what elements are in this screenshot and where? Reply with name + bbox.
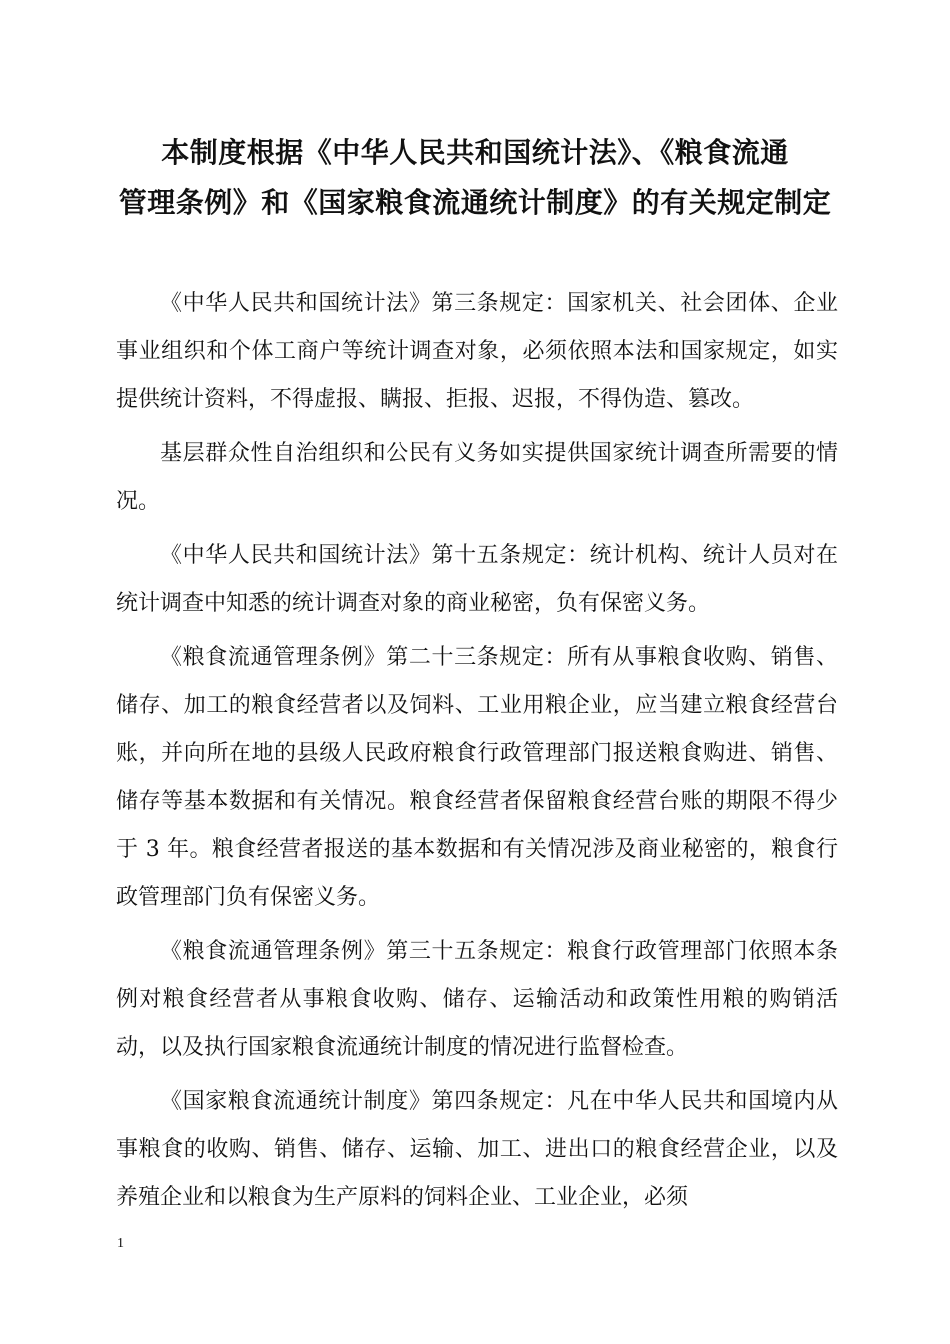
document-body — [116, 280, 838, 1228]
paragraph-statistics-law-art15: 《中华人民共和国统计法》第十五条规定：统计机构、统计人员对在统计调查中知悉的统计调查对象的商业秘密，负有保密义务。 — [116, 543, 838, 616]
page-number: 1 — [117, 1236, 124, 1251]
paragraph-citizens-obligation: 基层群众性自治组织和公民有义务如实提供国家统计调查所需要的情况。 — [116, 441, 838, 514]
paragraph-grain-regulation-art23: 《粮食流通管理条例》第二十三条规定：所有从事粮食收购、销售、储存、加工的粮食经营者以及饲料、工业用粮企业，应当建立粮食经营台账，并向所在地的县级人民政府粮食行政管理部门报送粮食购进、销售、储存等基本数据和有关情况。粮食经营者保留粮食经营台账的期限不得少于 3 年。粮食经营者报送的基本数据和有关情况涉及商业秘密的，粮食行政管理部门负有保密义务。 — [116, 645, 838, 910]
title-line-1: 本制度根据《中华人民共和国统计法》、《粮食流通 — [161, 136, 789, 169]
paragraph-grain-regulation-art35: 《粮食流通管理条例》第三十五条规定：粮食行政管理部门依照本条例对粮食经营者从事粮食收购、储存、运输活动和政策性用粮的购销活动，以及执行国家粮食流通统计制度的情况进行监督检查。 — [116, 939, 838, 1060]
document-title — [100, 128, 850, 228]
title-line-2: 管理条例》和《国家粮食流通统计制度》的有关规定制定 — [118, 186, 832, 219]
paragraph-statistics-law-art3: 《中华人民共和国统计法》第三条规定：国家机关、社会团体、企业事业组织和个体工商户等统计调查对象，必须依照本法和国家规定，如实提供统计资料，不得虚报、瞒报、拒报、迟报，不得伪造、篡改。 — [116, 291, 838, 412]
paragraph-grain-statistics-system-art4: 《国家粮食流通统计制度》第四条规定：凡在中华人民共和国境内从事粮食的收购、销售、储存、运输、加工、进出口的粮食经营企业，以及养殖企业和以粮食为生产原料的饲料企业、工业企业，必须 — [116, 1089, 838, 1210]
